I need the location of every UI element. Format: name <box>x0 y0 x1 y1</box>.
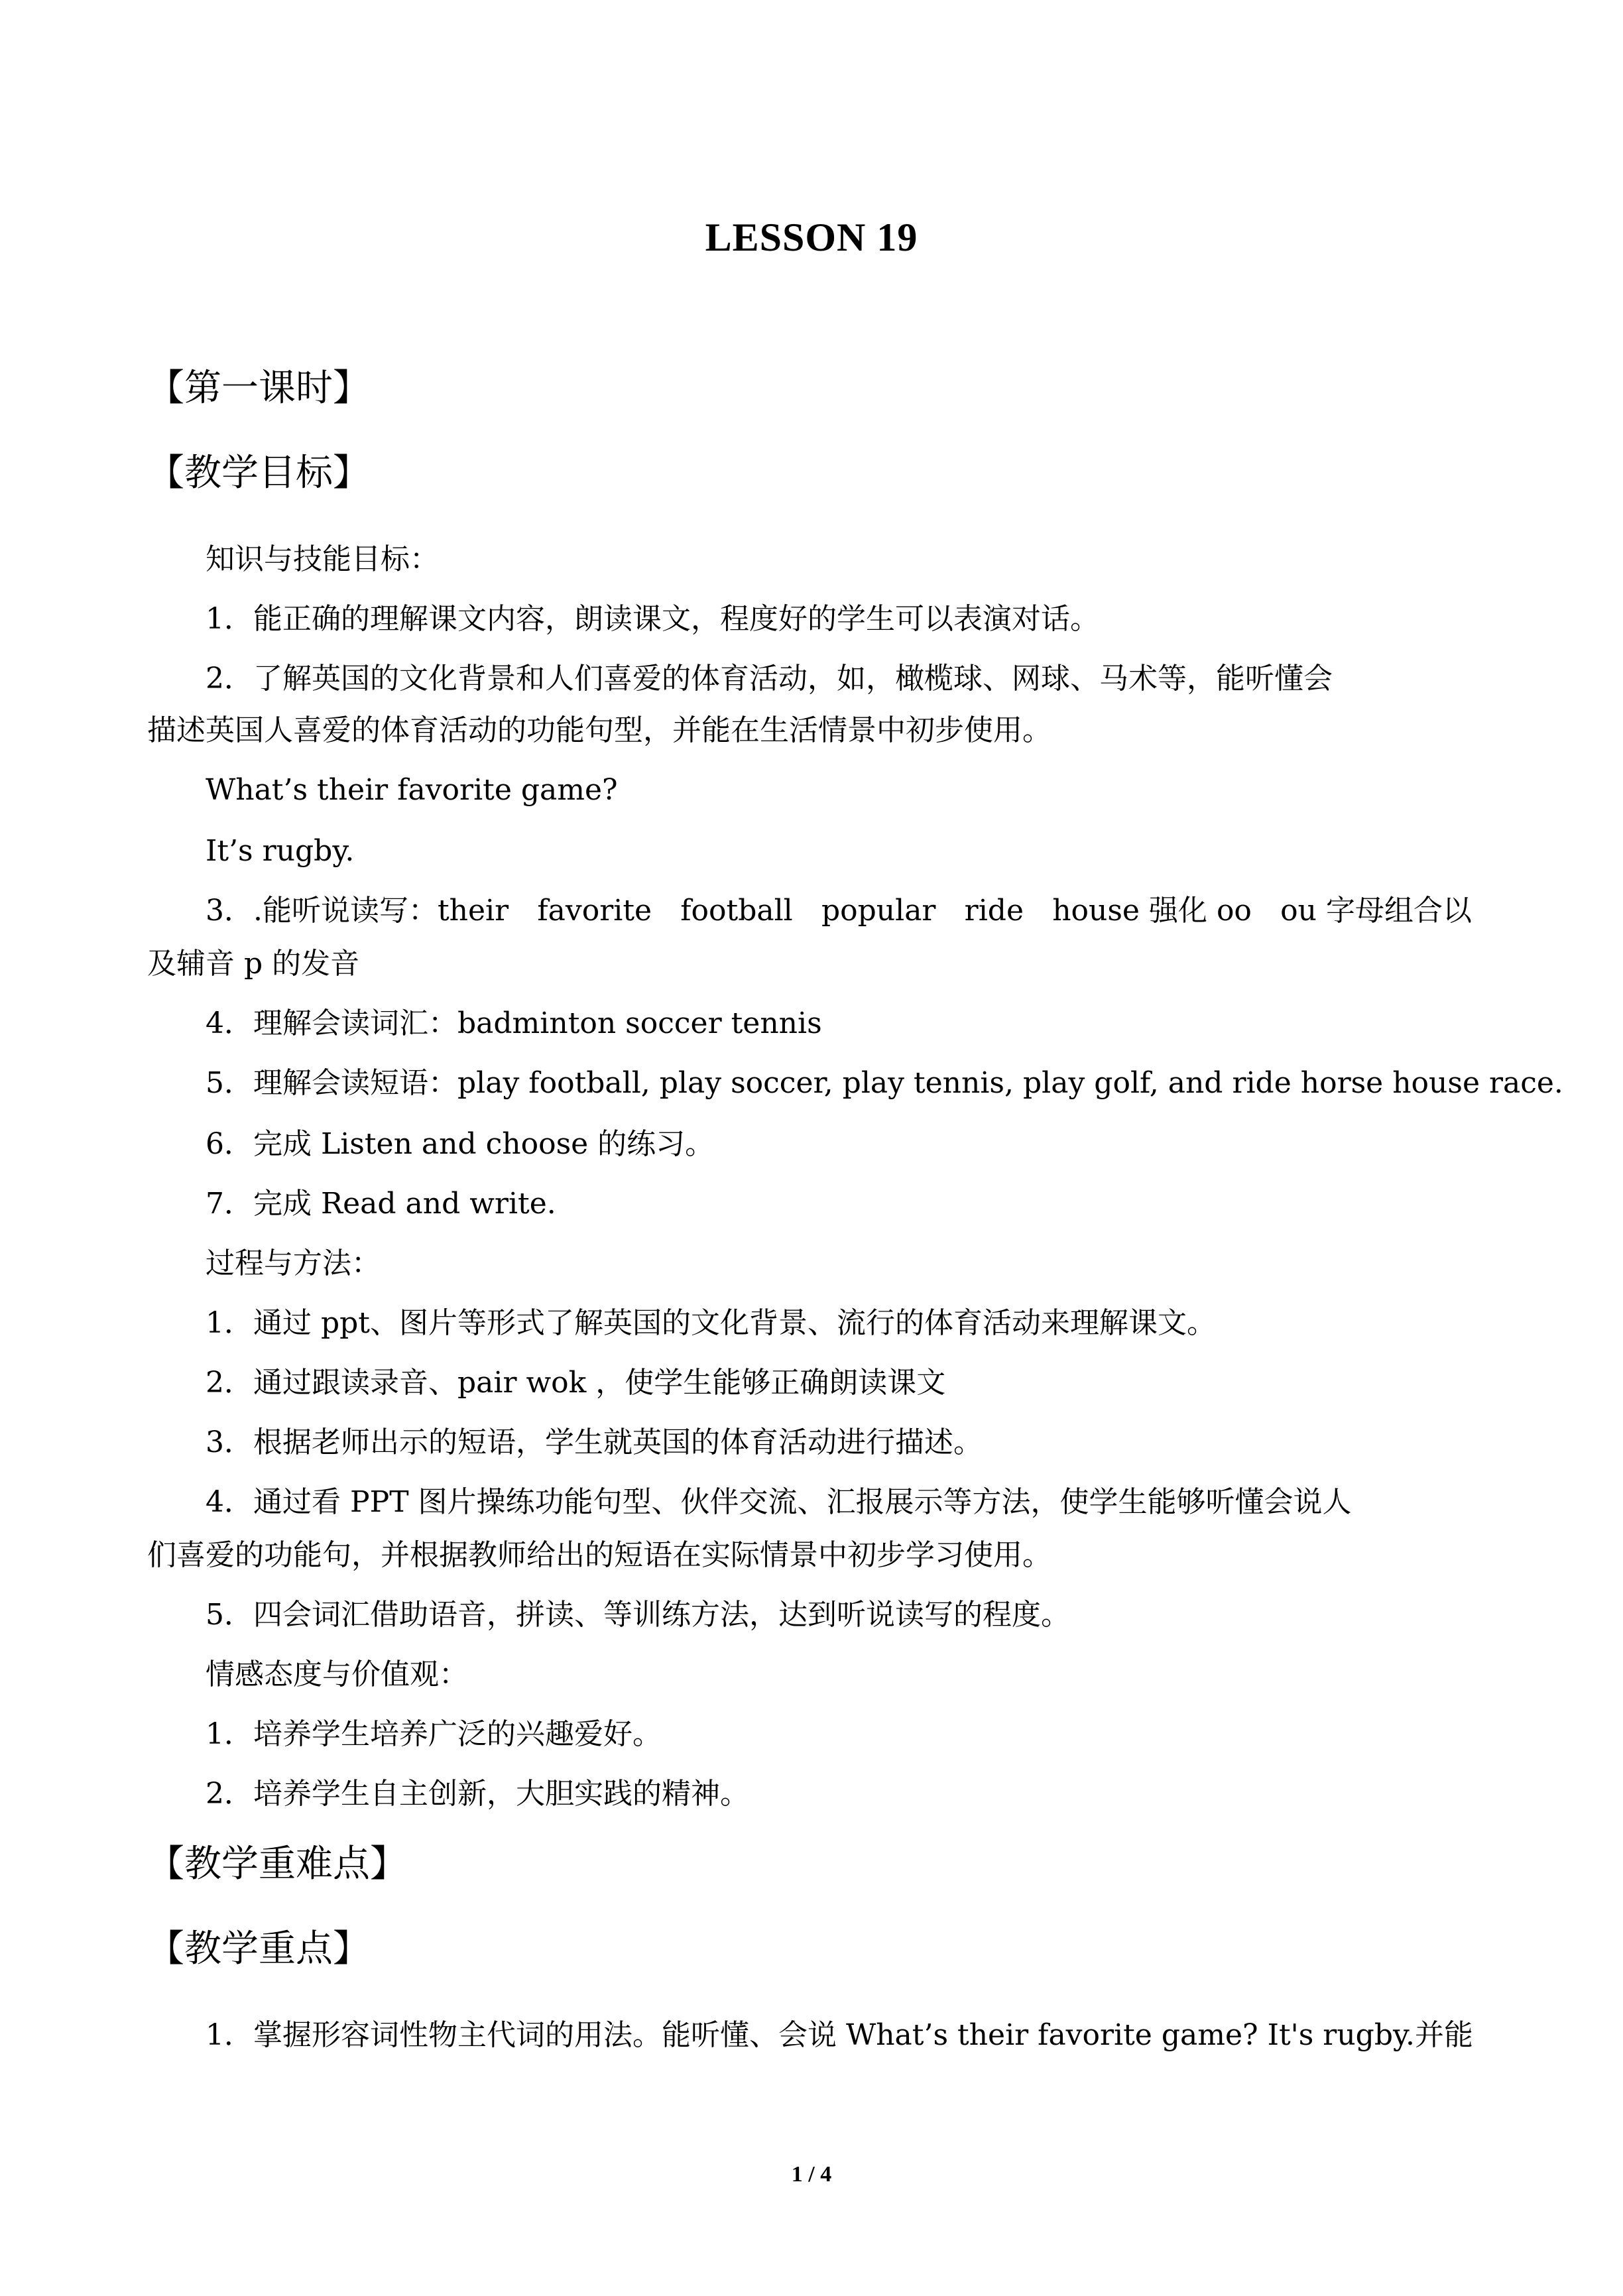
page-title: LESSON 19 <box>705 215 918 259</box>
objective-k1: 1．能正确的理解课文内容，朗读课文，程度好的学生可以表演对话。 <box>206 602 1099 636</box>
emotion-e1: 1．培养学生培养广泛的兴趣爱好。 <box>206 1717 662 1751</box>
emotion-e2: 2．培养学生自主创新，大胆实践的精神。 <box>206 1777 749 1811</box>
key-point-1: 1．掌握形容词性物主代词的用法。能听懂、会说 What’s their favorite game? It's rugby.并能 <box>206 2018 1473 2052</box>
k3-word: favorite <box>537 894 652 928</box>
heading-objectives: 【教学目标】 <box>147 452 370 495</box>
process-p3: 3．根据老师出示的短语，学生就英国的体育活动进行描述。 <box>206 1425 983 1459</box>
heading-first-period: 【第一课时】 <box>147 367 370 410</box>
heading-key-difficult: 【教学重难点】 <box>147 1843 407 1886</box>
k3-word: 3．.能听说读写：their <box>206 894 509 928</box>
objective-k4: 4．理解会读词汇：badminton soccer tennis <box>206 1006 822 1040</box>
page-number: 1 / 4 <box>791 2162 832 2187</box>
objective-k5: 5．理解会读短语：play football, play soccer, play tennis, play golf, and ride horse house race. <box>206 1066 1563 1100</box>
knowledge-skills-title: 知识与技能目标： <box>206 542 439 576</box>
process-p4-line1: 4．通过看 PPT 图片操练功能句型、伙伴交流、汇报展示等方法，使学生能够听懂会说人 <box>206 1485 1352 1519</box>
emotion-values-title: 情感态度与价值观： <box>206 1658 468 1691</box>
objective-k3-line1 <box>206 891 1472 931</box>
k3-word: house 强化 oo <box>1052 894 1252 928</box>
k3-word: ride <box>964 894 1024 928</box>
heading-key-points: 【教学重点】 <box>147 1927 370 1970</box>
k3-word: ou 字母组合以 <box>1280 894 1472 928</box>
process-p1: 1．通过 ppt、图片等形式了解英国的文化背景、流行的体育活动来理解课文。 <box>206 1306 1216 1340</box>
example-sentence-question: What’s their favorite game? <box>206 773 618 807</box>
process-methods-title: 过程与方法： <box>206 1246 381 1280</box>
k3-word: popular <box>821 894 936 928</box>
k3-word: football <box>680 894 793 928</box>
process-p2: 2．通过跟读录音、pair wok ，使学生能够正确朗读课文 <box>206 1366 946 1400</box>
example-sentence-answer: It’s rugby. <box>206 834 355 868</box>
process-p4-line2: 们喜爱的功能句，并根据教师给出的短语在实际情景中初步学习使用。 <box>147 1538 1052 1572</box>
objective-k2-line1: 2．了解英国的文化背景和人们喜爱的体育活动，如，橄榄球、网球、马术等，能听懂会 <box>206 662 1333 695</box>
objective-k6: 6．完成 Listen and choose 的练习。 <box>206 1127 715 1161</box>
objective-k7: 7．完成 Read and write. <box>206 1187 556 1221</box>
objective-k2-line2: 描述英国人喜爱的体育活动的功能句型，并能在生活情景中初步使用。 <box>147 713 1052 747</box>
objective-k3-line2: 及辅音 p 的发音 <box>147 947 360 981</box>
process-p5: 5．四会词汇借助语音，拼读、等训练方法，达到听说读写的程度。 <box>206 1598 1070 1632</box>
